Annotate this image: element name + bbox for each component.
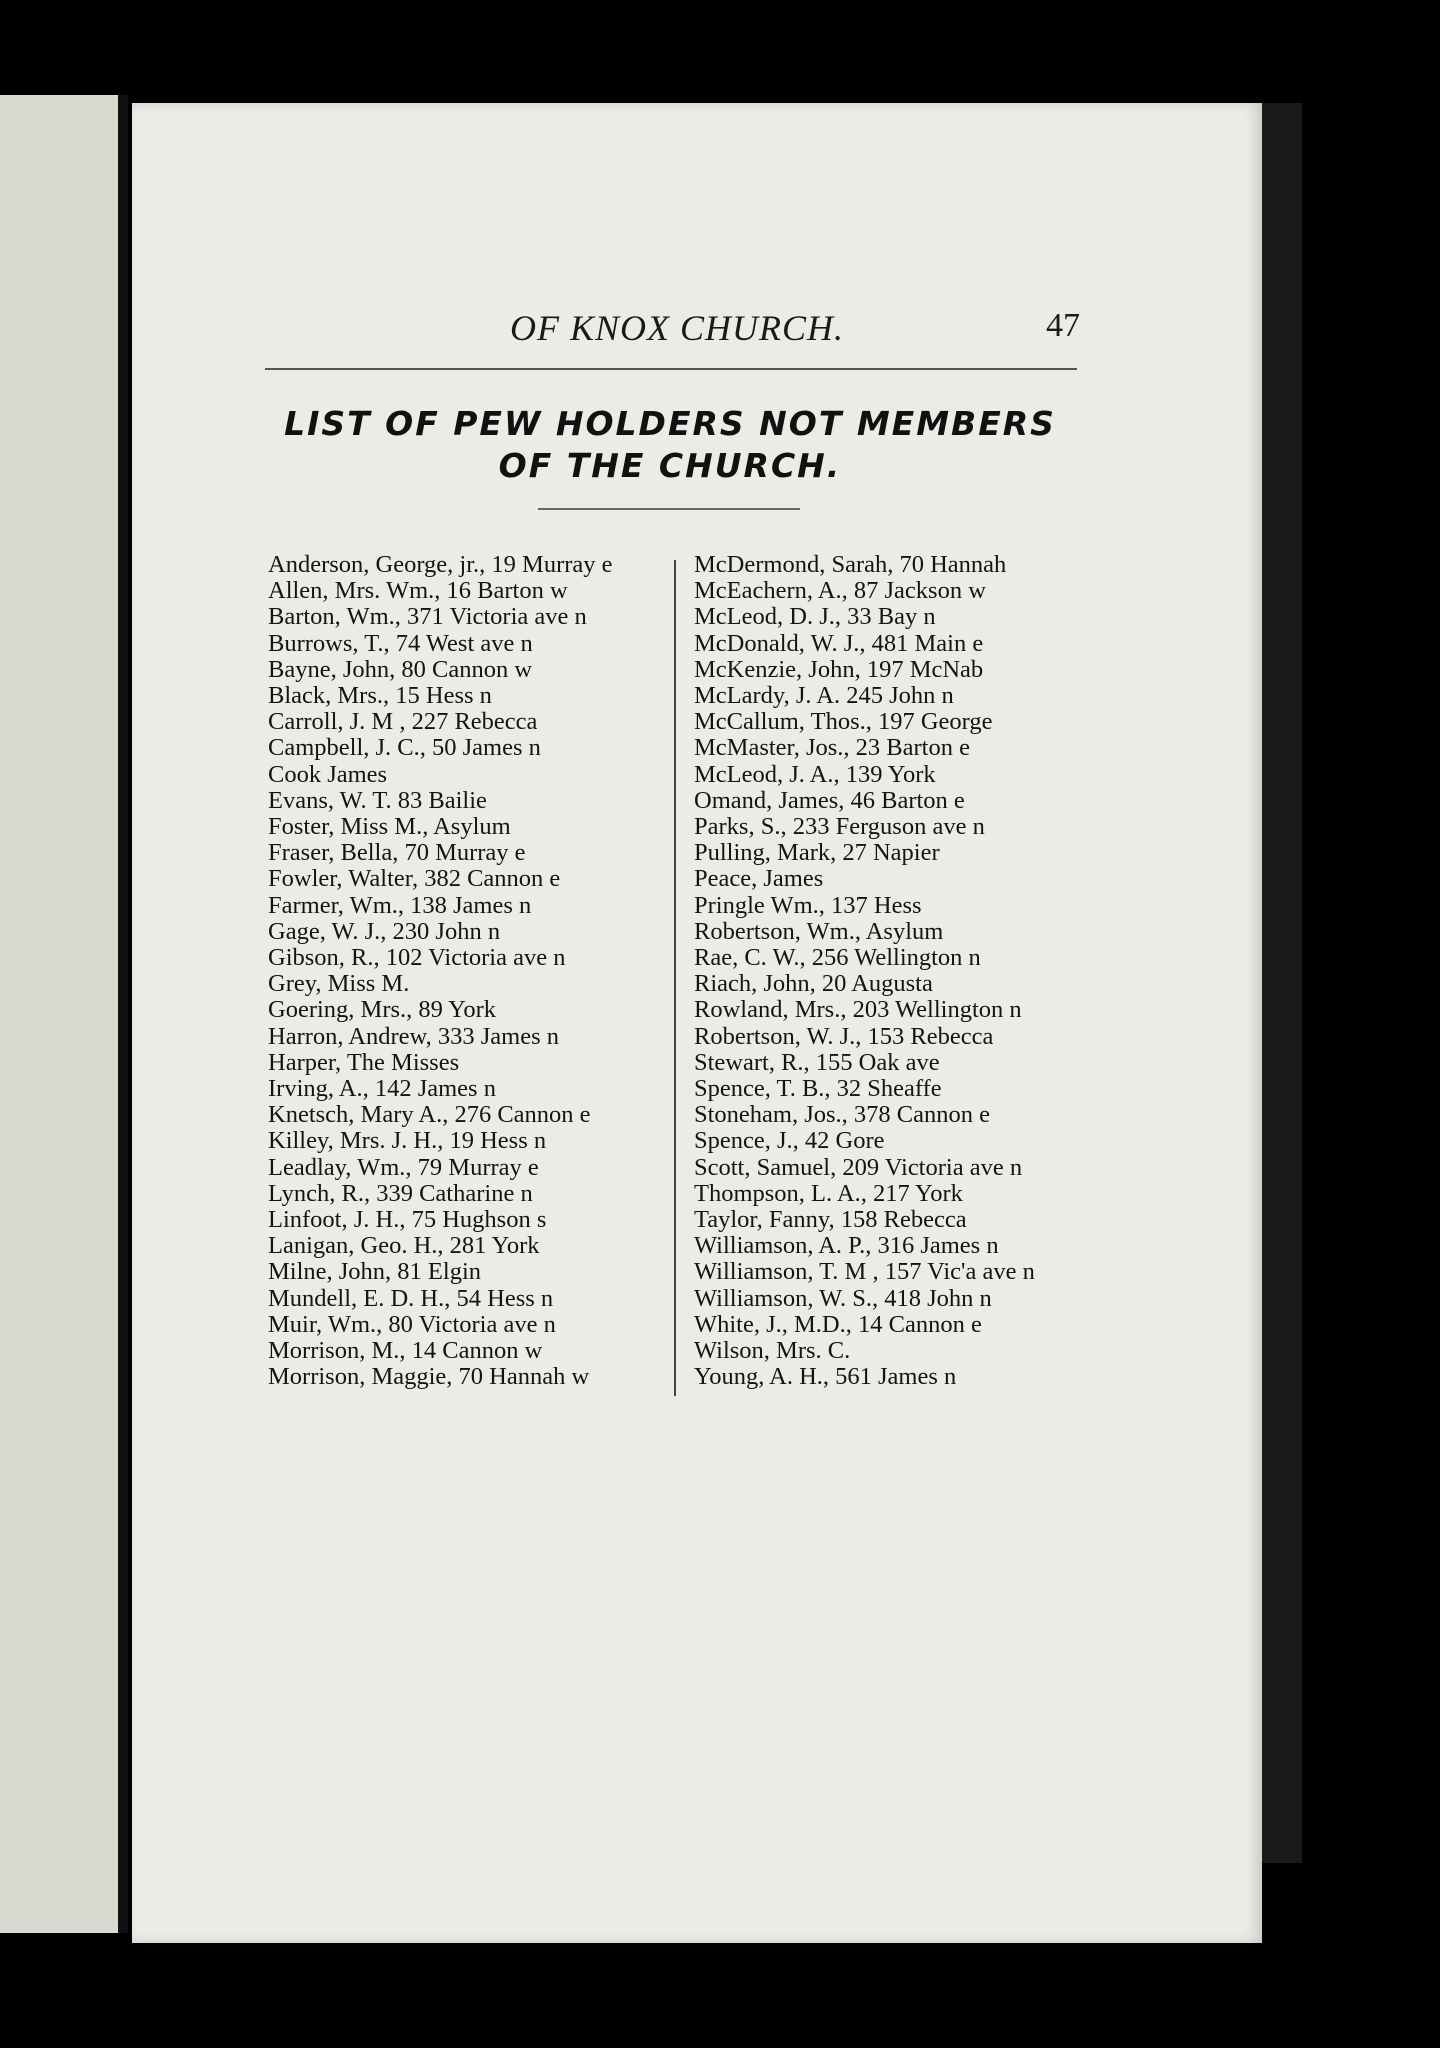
list-item: Black, Mrs., 15 Hess n — [268, 682, 492, 710]
page-number: 47 — [1046, 307, 1080, 344]
list-item: McMaster, Jos., 23 Barton e — [694, 734, 970, 762]
list-item: Robertson, W. J., 153 Rebecca — [694, 1022, 994, 1050]
column-divider — [674, 560, 676, 1396]
list-item: Stoneham, Jos., 378 Cannon e — [694, 1101, 991, 1129]
list-item: McLeod, J. A., 139 York — [694, 760, 936, 788]
list-item: Spence, T. B., 32 Sheaffe — [694, 1075, 942, 1103]
list-item: Thompson, L. A., 217 York — [694, 1179, 963, 1207]
list-item: Rae, C. W., 256 Wellington n — [694, 944, 981, 972]
list-item: Parks, S., 233 Ferguson ave n — [694, 813, 985, 841]
list-item: Young, A. H., 561 James n — [694, 1363, 957, 1391]
list-item: Carroll, J. M , 227 Rebecca — [268, 708, 538, 736]
list-item: Omand, James, 46 Barton e — [694, 786, 965, 814]
list-item: Scott, Samuel, 209 Victoria ave n — [694, 1153, 1023, 1181]
list-item: Irving, A., 142 James n — [268, 1075, 496, 1103]
list-item: Harron, Andrew, 333 James n — [268, 1022, 559, 1050]
list-item: Muir, Wm., 80 Victoria ave n — [268, 1310, 556, 1338]
list-item: Goering, Mrs., 89 York — [268, 996, 497, 1024]
list-item: Pringle Wm., 137 Hess — [694, 891, 922, 919]
running-head: OF KNOX CHURCH. — [510, 308, 845, 348]
facing-page-edge — [0, 95, 122, 1933]
list-item: Barton, Wm., 371 Victoria ave n — [268, 603, 587, 631]
list-item: Knetsch, Mary A., 276 Cannon e — [268, 1101, 591, 1129]
list-item: McLeod, D. J., 33 Bay n — [694, 603, 936, 631]
list-item: Grey, Miss M. — [268, 970, 410, 998]
list-item: Williamson, T. M , 157 Vic'a ave n — [694, 1258, 1035, 1286]
list-item: Fraser, Bella, 70 Murray e — [268, 839, 526, 867]
page-title-line-2: OF THE CHURCH. — [498, 446, 842, 485]
list-item: Evans, W. T. 83 Bailie — [268, 786, 487, 814]
list-item: Burrows, T., 74 West ave n — [268, 629, 533, 657]
left-column-list — [268, 552, 668, 1391]
title-rule — [538, 508, 800, 510]
list-item: Mundell, E. D. H., 54 Hess n — [268, 1284, 554, 1312]
list-item: Pulling, Mark, 27 Napier — [694, 839, 940, 867]
page-title — [200, 403, 1140, 487]
list-item: Stewart, R., 155 Oak ave — [694, 1048, 940, 1076]
list-item: Williamson, A. P., 316 James n — [694, 1232, 999, 1260]
list-item: McDermond, Sarah, 70 Hannah — [694, 551, 1007, 578]
list-item: Morrison, M., 14 Cannon w — [268, 1337, 543, 1365]
list-item: Taylor, Fanny, 158 Rebecca — [694, 1206, 967, 1234]
list-item: Farmer, Wm., 138 James n — [268, 891, 532, 919]
list-item: McEachern, A., 87 Jackson w — [694, 577, 986, 605]
list-item: Harper, The Misses — [268, 1048, 460, 1076]
list-item: Williamson, W. S., 418 John n — [694, 1284, 992, 1312]
list-item: McCallum, Thos., 197 George — [694, 708, 993, 736]
list-item: Riach, John, 20 Augusta — [694, 970, 933, 998]
list-item: Lanigan, Geo. H., 281 York — [268, 1232, 540, 1260]
list-item: Killey, Mrs. J. H., 19 Hess n — [268, 1127, 547, 1155]
list-item: White, J., M.D., 14 Cannon e — [694, 1310, 982, 1338]
list-item: Spence, J., 42 Gore — [694, 1127, 885, 1155]
list-item: Anderson, George, jr., 19 Murray e — [268, 551, 613, 578]
list-item: Leadlay, Wm., 79 Murray e — [268, 1153, 539, 1181]
list-item: Milne, John, 81 Elgin — [268, 1258, 482, 1286]
list-item: Lynch, R., 339 Catharine n — [268, 1179, 533, 1207]
list-item: Campbell, J. C., 50 James n — [268, 734, 541, 762]
list-item: Robertson, Wm., Asylum — [694, 917, 944, 945]
list-item: Rowland, Mrs., 203 Wellington n — [694, 996, 1022, 1024]
list-item: McKenzie, John, 197 McNab — [694, 655, 984, 683]
list-item: Peace, James — [694, 865, 824, 893]
list-item: McDonald, W. J., 481 Main e — [694, 629, 984, 657]
list-item: Wilson, Mrs. C. — [694, 1337, 851, 1365]
list-item: Fowler, Walter, 382 Cannon e — [268, 865, 561, 893]
page-title-line-1: LIST OF PEW HOLDERS NOT MEMBERS — [284, 404, 1056, 443]
list-item: Gage, W. J., 230 John n — [268, 917, 501, 945]
list-item: Allen, Mrs. Wm., 16 Barton w — [268, 577, 568, 605]
list-item: Gibson, R., 102 Victoria ave n — [268, 944, 566, 972]
list-item: Cook James — [268, 760, 388, 788]
list-item: Foster, Miss M., Asylum — [268, 813, 511, 841]
list-item: Morrison, Maggie, 70 Hannah w — [268, 1363, 590, 1391]
list-item: Bayne, John, 80 Cannon w — [268, 655, 533, 683]
list-item: McLardy, J. A. 245 John n — [694, 682, 954, 710]
header-rule — [265, 368, 1077, 370]
list-item: Linfoot, J. H., 75 Hughson s — [268, 1206, 547, 1234]
right-column-list — [694, 552, 1114, 1391]
page-edge-shadow — [1262, 103, 1302, 1863]
book-gutter — [118, 95, 128, 1933]
